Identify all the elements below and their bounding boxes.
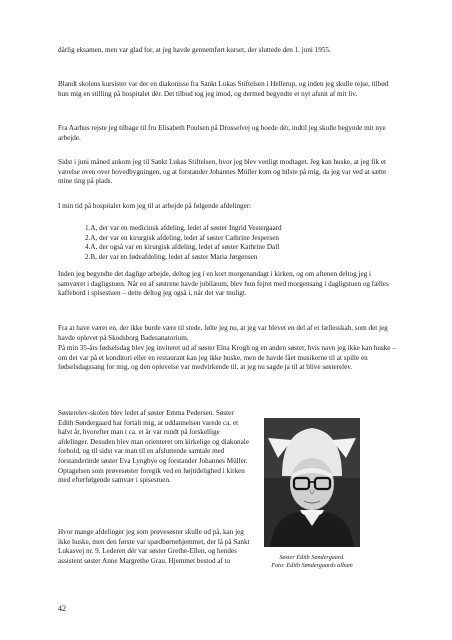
paragraph: Hvor mange afdelinger jeg som prøvesøster skulle ud på, kan jeg ikke huske, men den første var spædbørnehjemmet, der lå på Sankt Lukasvej nr. 9. Lederen dér var søster Grethe-Ellen, og hendes assistent søster Anne Margrethe Grau. Hjemmet bestod af to xyxy=(58,528,250,565)
paragraph: Blandt skolens kursister var der en diakonisse fra Sankt Lukas Stiftelsen i Hellerup, og inden jeg skulle rejse, tilbød hun mig en stilling på hospitalet dér. Det tilbud tog jeg imod, og dermed begyndte et nyt afsnit af mit liv. xyxy=(58,80,389,98)
list-item: 1.A, der var en medicinsk afdeling, ledet af søster Ingrid Vestergaard xyxy=(85,224,282,232)
portrait-photo xyxy=(264,418,360,547)
paragraph: Inden jeg begyndte det daglige arbejde, deltog jeg i en kort morgenandagt i kirken, og om aftenen deltog jeg i samværet i dagligstuen. Når en af søstrene havde jubilæum, blev hun fejret med morgensang i dagligstuen og fælles kaffebord i spisestuen – dette deltog jeg også i, når det var muligt. xyxy=(58,270,389,298)
paragraph: På min 35-års fødselsdag blev jeg inviteret ud af søster Elna Krogh og en anden søster, hvis navn jeg ikke kan huske – om det var på et konditori eller en restaurant kan jeg ikke huske, men de havde fået musikerne til at spille en fødselsdagssang for mig, og den oplevelse var medvirkende til, at jeg nu sagde ja til at blive søsterelev. xyxy=(58,344,396,372)
list-item: 2.A, der var en kirurgisk afdeling, ledet af søster Cathrine Jespersen xyxy=(85,233,279,242)
list-item: 2.B, der var en fødeafdeling, ledet af søster Maria Jørgensen xyxy=(85,252,258,261)
paragraph: Søsterelev-skolen blev ledet af søster Emma Pedersen. Søster Edith Søndergaard har fortalt mig, at uddannelsen varede ca. et halvt år, hvorefter man i ca. et år var rundt på forskellige afdelinger. Desuden blev man orienteret om kirkelige og diakonale forhold, og til sidst var man til en afsluttende samtale med forstanderinde søster Eva Lyngbye og forstander Johannes Müller. Optagelsen som prøvesøster foregik ved en højtidelighed i kirken med efterfølgende samvær i spisestuen. xyxy=(58,409,249,485)
paragraph: Fra at have været en, der ikke burde være til stede, følte jeg nu, at jeg var blevet en del af et fællesskab, som det jeg havde oplevet på Skodsborg Badesanatorium. xyxy=(58,324,388,342)
page-number: 42 xyxy=(58,604,66,613)
photo-caption-credit: Foto: Edith Søndergaards album xyxy=(271,562,353,569)
paragraph: I min tid på hospitalet kom jeg til at arbejde på følgende afdelinger: xyxy=(58,202,252,210)
list-item: 4.A, der også var en kirurgisk afdeling, ledet af søster Kathrine Dall xyxy=(85,243,280,252)
photo-caption-name: Søster Edith Søndergaard. xyxy=(279,554,345,561)
department-list xyxy=(85,224,385,262)
paragraph: dårlig eksamen, men var glad for, at jeg havde gennemført kurset, der sluttede den 1. juni 1955. xyxy=(58,46,331,54)
portrait-illustration xyxy=(264,418,360,547)
paragraph: Fra Aarhus rejste jeg tilbage til fru Elisabeth Poulsen på Drosselvej og boede dér, indtil jeg skulle begynde mit nye arbejde. xyxy=(58,124,386,142)
paragraph: Sidst i juni måned ankom jeg til Sankt Lukas Stiftelsen, hvor jeg blev venligt modtaget. Jeg kan huske, at jeg fik et værelse oven over hovedbygningen, og at forstander Johannes Müller kom og hilste på mig, da jeg var ved at sætte mine ting på plads. xyxy=(58,158,387,186)
